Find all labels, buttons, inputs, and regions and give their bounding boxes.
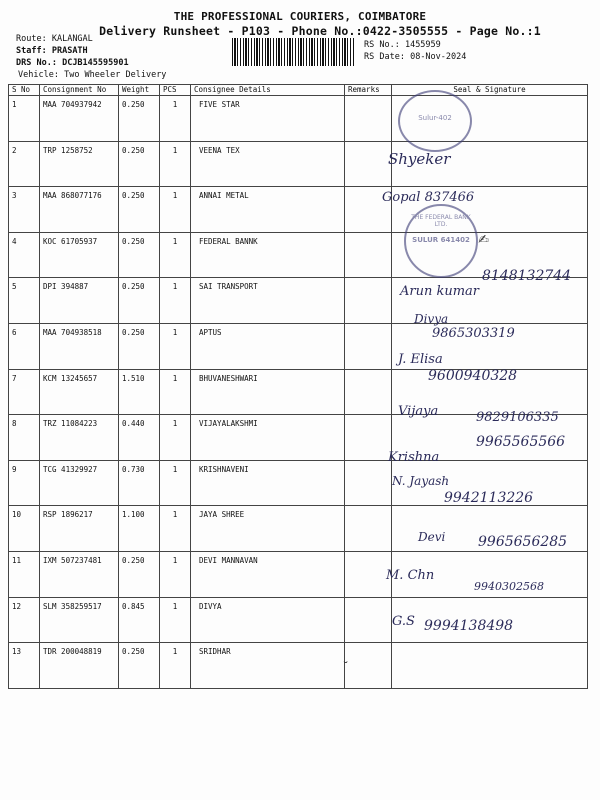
cell-sno: 6 [9, 323, 40, 369]
cell-remarks [345, 460, 392, 506]
runsheet-subtitle: Delivery Runsheet - P103 - Phone No.:0422-3505555 - Page No.:1 [99, 24, 541, 38]
drs-value: DCJB145595901 [62, 58, 129, 68]
cell-remarks [345, 415, 392, 461]
cell-sno: 2 [9, 141, 40, 187]
signature-row11-name: Devi [418, 530, 446, 544]
cell-consignment: DPI 394887 [40, 278, 119, 324]
cell-sno: 8 [9, 415, 40, 461]
bank-signature-mark: ✍ [478, 228, 489, 249]
cell-consignee: DEVI MANNAVAN [191, 551, 345, 597]
cell-remarks [345, 232, 392, 278]
cell-consignee: VEENA TEX [191, 141, 345, 187]
cell-pcs: 1 [160, 415, 191, 461]
cell-consignment: TRZ 11084223 [40, 415, 119, 461]
signature-row9-name: Krishna [388, 450, 440, 465]
vehicle-value: Two Wheeler Delivery [64, 70, 167, 80]
runsheet-table [8, 84, 588, 689]
cell-sno: 11 [9, 551, 40, 597]
cell-consignee: BHUVANESHWARI [191, 369, 345, 415]
signature-row13-name: G.S [392, 614, 415, 629]
cell-remarks [345, 369, 392, 415]
signature-row10-name: N. Jayash [392, 474, 450, 488]
cell-remarks [345, 551, 392, 597]
signature-row7-name: J. Elisa [398, 352, 443, 367]
cell-consignment: KCM 13245657 [40, 369, 119, 415]
rs-date-value: 08-Nov-2024 [410, 52, 467, 62]
cell-weight: 0.440 [119, 415, 160, 461]
signature-row8-phone: 9829106335 [476, 410, 559, 425]
cell-consignee: JAYA SHREE [191, 506, 345, 552]
cell-weight: 0.845 [119, 597, 160, 643]
signature-row12-phone: 9940302568 [474, 580, 544, 593]
signature-row6-name: Divya [414, 312, 449, 326]
col-remarks: Remarks [345, 85, 392, 96]
vehicle-line [18, 70, 166, 80]
signature-row5-name: Arun kumar [400, 284, 480, 299]
route-value: KALANGAL [51, 34, 93, 44]
cell-sno: 13 [9, 643, 40, 689]
cell-consignment: SLM 358259517 [40, 597, 119, 643]
cell-weight: 0.730 [119, 460, 160, 506]
signature-row2: Shyeker [388, 150, 451, 168]
cell-consignment: TDR 200048819 [40, 643, 119, 689]
signature-row10-phone: 9942113226 [444, 490, 534, 506]
cell-pcs: 1 [160, 369, 191, 415]
cell-remarks [345, 643, 392, 689]
cell-consignment: MAA 704938518 [40, 323, 119, 369]
cell-consignee: FEDERAL BANNK [191, 232, 345, 278]
cell-consignment: MAA 868077176 [40, 187, 119, 233]
drs-label: DRS No.: [16, 58, 57, 68]
col-consignment: Consignment No [40, 85, 119, 96]
cell-consignment: TRP 1258752 [40, 141, 119, 187]
drs-line [16, 58, 129, 68]
rs-date-line [364, 52, 466, 62]
cell-consignment: KOC 61705937 [40, 232, 119, 278]
cell-consignee: FIVE STAR [191, 96, 345, 142]
signature-row9-phone: 9965565566 [476, 434, 566, 450]
cell-remarks [345, 278, 392, 324]
cell-consignee: DIVYA [191, 597, 345, 643]
cell-remarks [345, 506, 392, 552]
cell-pcs: 1 [160, 96, 191, 142]
cell-consignee: VIJAYALAKSHMI [191, 415, 345, 461]
cell-consignment: MAA 704937942 [40, 96, 119, 142]
seal-text-row4-top: THE FEDERAL BANK LTD. [411, 214, 471, 228]
cell-sno: 7 [9, 369, 40, 415]
cell-sno: 3 [9, 187, 40, 233]
cell-sno: 5 [9, 278, 40, 324]
bank-seal-stamp [404, 204, 478, 278]
signature-row12-name: M. Chn [386, 568, 435, 583]
table-row [9, 141, 588, 187]
cell-weight: 0.250 [119, 187, 160, 233]
rs-no-line [364, 40, 441, 50]
table-row [9, 278, 588, 324]
cell-consignee: SRIDHAR [191, 643, 345, 689]
cell-weight: 0.250 [119, 643, 160, 689]
seal-text-row4-mid: SULUR 641402 [412, 236, 470, 244]
staff-label: Staff: [16, 46, 47, 56]
cell-signature [392, 643, 588, 689]
cell-consignee: KRISHNAVENI [191, 460, 345, 506]
cell-remarks [345, 96, 392, 142]
col-sno: S No [9, 85, 40, 96]
staff-value: PRASATH [51, 46, 88, 56]
staff-line [16, 46, 88, 56]
seal-text-row1: Sulur-402 [418, 114, 452, 122]
cell-weight: 1.100 [119, 506, 160, 552]
stray-pen-mark: ˘ [342, 660, 350, 674]
drs-barcode [232, 38, 354, 66]
cell-pcs: 1 [160, 551, 191, 597]
signature-row13-phone: 9994138498 [424, 618, 514, 634]
table-row [9, 187, 588, 233]
table-header-row [9, 85, 588, 96]
table-row [9, 643, 588, 689]
col-signature: Seal & Signature [392, 85, 588, 96]
cell-sno: 9 [9, 460, 40, 506]
cell-sno: 4 [9, 232, 40, 278]
cell-weight: 0.250 [119, 96, 160, 142]
cell-pcs: 1 [160, 278, 191, 324]
col-consignee: Consignee Details [191, 85, 345, 96]
cell-consignee: ANNAI METAL [191, 187, 345, 233]
cell-sno: 1 [9, 96, 40, 142]
route-line [16, 34, 93, 44]
rs-no-value: 1455959 [404, 40, 441, 50]
cell-weight: 0.250 [119, 278, 160, 324]
cell-remarks [345, 597, 392, 643]
rs-date-label: RS Date: [364, 52, 405, 62]
cell-pcs: 1 [160, 141, 191, 187]
cell-pcs: 1 [160, 323, 191, 369]
cell-weight: 0.250 [119, 141, 160, 187]
cell-weight: 0.250 [119, 323, 160, 369]
col-pcs: PCS [160, 85, 191, 96]
signature-row7-phone: 9600940328 [428, 368, 518, 384]
cell-pcs: 1 [160, 232, 191, 278]
cell-remarks [345, 323, 392, 369]
company-seal-stamp [398, 90, 472, 152]
signature-row6-phone: 9865303319 [432, 326, 515, 341]
cell-remarks [345, 141, 392, 187]
rs-no-label: RS No.: [364, 40, 400, 50]
cell-consignee: APTUS [191, 323, 345, 369]
cell-weight: 1.510 [119, 369, 160, 415]
cell-pcs: 1 [160, 643, 191, 689]
cell-pcs: 1 [160, 460, 191, 506]
table-row [9, 96, 588, 142]
cell-consignment: TCG 41329927 [40, 460, 119, 506]
signature-row5-phone: 8148132744 [482, 268, 572, 284]
signature-row3: Gopal 837466 [382, 190, 475, 205]
cell-consignment: RSP 1896217 [40, 506, 119, 552]
col-weight: Weight [119, 85, 160, 96]
route-label: Route: [16, 34, 47, 44]
cell-pcs: 1 [160, 597, 191, 643]
cell-consignee: SAI TRANSPORT [191, 278, 345, 324]
company-title: THE PROFESSIONAL COURIERS, COIMBATORE [173, 10, 427, 23]
cell-consignment: IXM 507237481 [40, 551, 119, 597]
cell-sno: 12 [9, 597, 40, 643]
cell-weight: 0.250 [119, 232, 160, 278]
cell-weight: 0.250 [119, 551, 160, 597]
signature-row8-name: Vijaya [398, 404, 439, 419]
cell-pcs: 1 [160, 506, 191, 552]
cell-sno: 10 [9, 506, 40, 552]
vehicle-label: Vehicle: [18, 70, 59, 80]
cell-pcs: 1 [160, 187, 191, 233]
signature-row11-phone: 9965656285 [478, 534, 568, 550]
